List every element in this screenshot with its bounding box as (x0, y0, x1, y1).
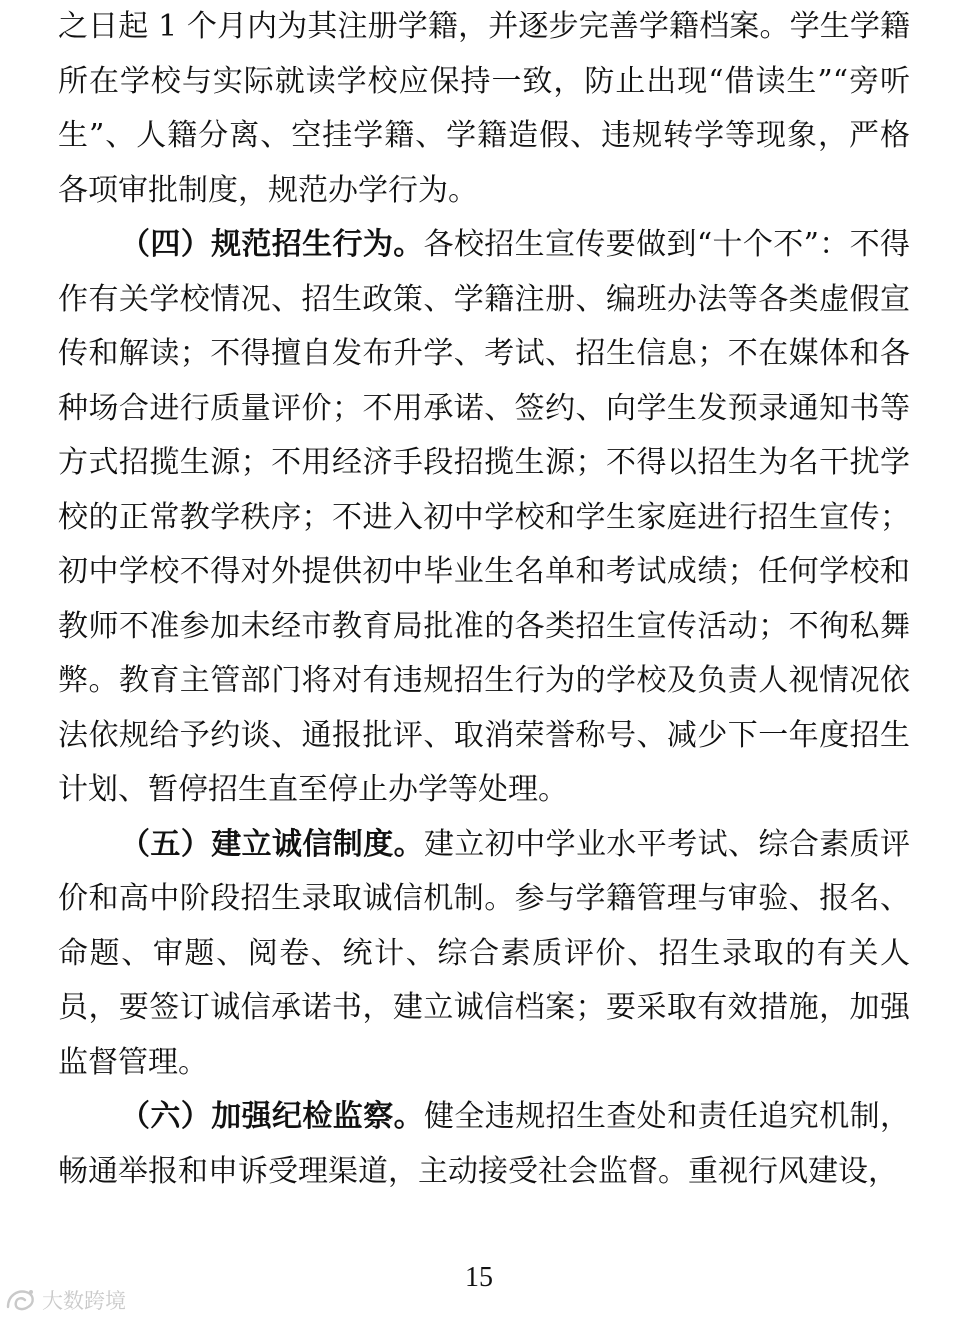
paragraph-text: 建立初中学业水平考试、综合素质评价和高中阶段招生录取诚信机制。参与学籍管理与审验、报名、命题、审题、阅卷、统计、综合素质评价、招生录取的有关人员，要签订诚信承诺书，建立诚信档案；要采取有效措施，加强监督管理。 (58, 826, 910, 1080)
paragraph-text: 各校招生宣传要做到“十个不”：不得作有关学校情况、招生政策、学籍注册、编班办法等各类虚假宣传和解读；不得擅自发布升学、考试、招生信息；不在媒体和各种场合进行质量评价；不用承诺、签约、向学生发预录通知书等方式招揽生源；不用经济手段招揽生源；不得以招生为名干扰学校的正常教学秩序；不进入初中学校和学生家庭进行招生宣传；初中学校不得对外提供初中毕业生名单和考试成绩；任何学校和教师不准参加未经市教育局批准的各类招生宣传活动；不徇私舞弊。教育主管部门将对有违规招生行为的学校及负责人视情况依法依规给予约谈、通报批评、取消荣誉称号、减少下一年度招生计划、暂停招生直至停止办学等处理。 (58, 227, 910, 807)
page-number: 15 (465, 1262, 493, 1293)
section-heading: （四）规范招生行为。 (120, 227, 424, 262)
section-heading: （五）建立诚信制度。 (120, 826, 424, 862)
paragraph-continuation (58, 0, 910, 218)
document-body (58, 0, 910, 1199)
watermark-text: 大数跨境 (42, 1289, 126, 1313)
paragraph-text: 健全违规招生查处和责任追究机制，畅通举报和申诉受理渠道，主动接受社会监督。重视行风建设， (58, 1099, 910, 1189)
paragraph-section-5 (58, 818, 910, 1091)
paragraph-section-6 (58, 1090, 910, 1199)
paragraph-text: 之日起 1 个月内为其注册学籍，并逐步完善学籍档案。学生学籍所在学校与实际就读学校应保持一致，防止出现“借读生”“旁听生”、人籍分离、空挂学籍、学籍造假、违规转学等现象，严格各项审批制度，规范办学行为。 (58, 9, 910, 208)
brand-logo-icon (4, 1287, 38, 1313)
paragraph-section-4 (58, 218, 910, 818)
watermark (4, 1284, 126, 1316)
section-heading: （六）加强纪检监察。 (120, 1099, 424, 1134)
